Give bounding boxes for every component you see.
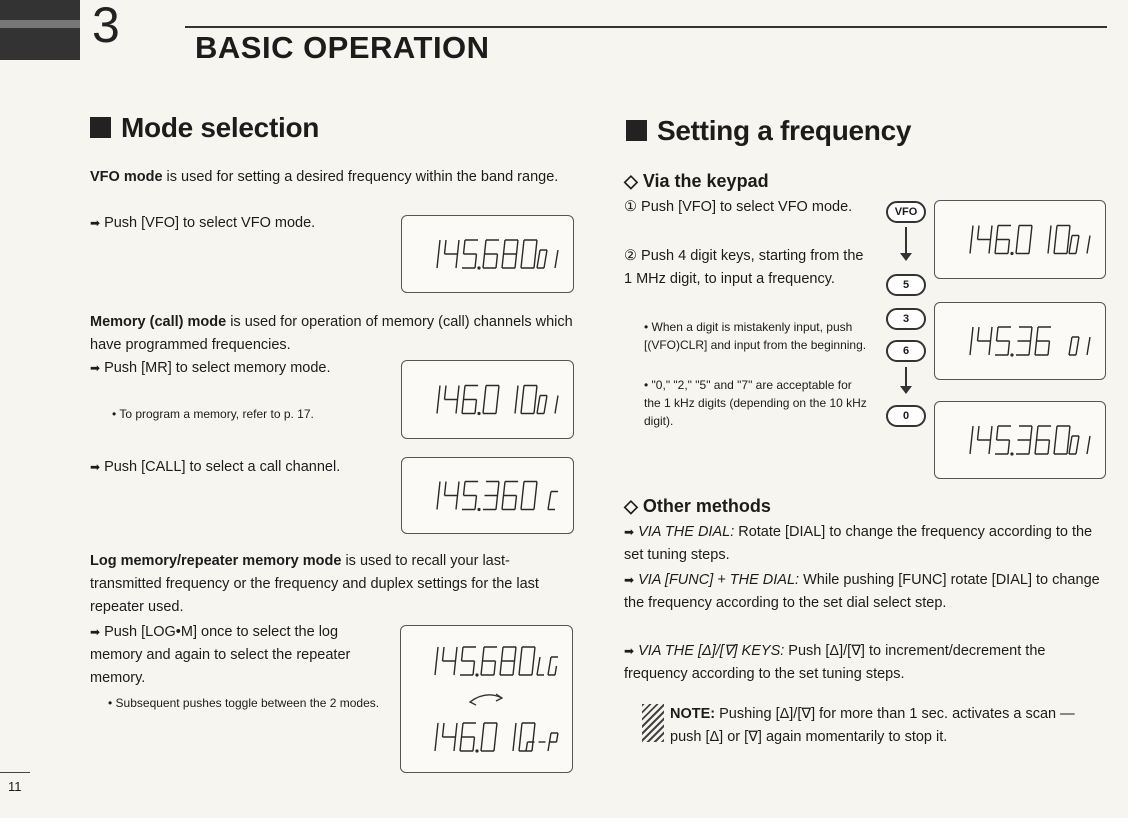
lcd-digit [519,647,535,675]
key-3-icon: 3 [886,308,926,330]
lcd-digit [970,226,973,254]
dial-text: Rotate [DIAL] to change the frequency according to the set tuning steps. [624,524,1093,563]
lcd-suffix-char [537,396,547,414]
arrow-bullet-icon: ➡ [90,216,101,230]
decimal-point [475,673,478,676]
section-title-setting-frequency [626,115,911,147]
lcd-digit [521,482,537,510]
key-5-icon: 5 [886,274,926,296]
section-title-mode-selection [90,112,319,144]
keypad-note2-text: "0," "2," "5" and "7" are acceptable for the 1 kHz digits (depending on the 10 kHz digit). [644,378,867,428]
lcd-digit [1035,426,1051,454]
lcd-digit [1035,327,1051,355]
log-note: • Subsequent pushes toggle between the 2 modes. [108,696,380,710]
lcd-readout [402,458,573,533]
lcd-digit [970,426,973,454]
dial-label: VIA THE DIAL: [638,524,735,540]
lcd-digit [462,386,478,414]
note-text: Pushing [Δ]/[∇] for more than 1 sec. activates a scan — push [Δ] or [∇] again momentarily to stop it. [670,706,1075,745]
keypad-note1-text: When a digit is mistakenly input, push [(VFO)CLR] and input from the beginning. [644,320,867,352]
func-text: While pushing [FUNC] rotate [DIAL] to change the frequency according to the set dial select step. [624,572,1100,611]
lcd-digit [1048,226,1051,254]
page-number: 11 [8,779,22,794]
lcd-suffix-char [1069,337,1079,355]
lcd-digit [443,647,458,675]
decimal-point [1010,353,1013,356]
keypad-note2: • "0," "2," "5" and "7" are acceptable for the 1 kHz digits (depending on the 10 kHz digit). [644,378,867,428]
key-6-icon: 6 [886,340,926,362]
func-label: VIA [FUNC] + THE DIAL: [638,572,800,588]
memory-paragraph [90,311,576,357]
key-0-icon: 0 [886,405,926,427]
lcd-digit [978,426,993,454]
vfo-step-text: Push [VFO] to select VFO mode. [104,215,316,231]
lcd-digit [481,723,497,751]
lcd-readout [935,303,1105,379]
lcd-memory [401,360,574,439]
lcd-readout [402,216,573,292]
vfo-step [90,212,390,235]
square-bullet-icon [626,120,647,141]
lcd-suffix-char [1069,436,1079,454]
lcd-digit [437,240,440,268]
log-step-text: Push [LOG•M] once to select the log memory and again to select the repeater memory. [90,624,351,686]
arrow-bullet-icon: ➡ [90,361,101,375]
lcd-digit [435,647,438,675]
lcd-digit [1016,226,1032,254]
lcd-digit [521,386,537,414]
memory-note: • To program a memory, refer to p. 17. [112,407,314,421]
lcd-suffix-char [537,250,547,268]
chapter-title: BASIC OPERATION [195,30,490,65]
lcd-digit [500,647,516,675]
lcd-suffix-char [537,657,544,675]
log-text: is used to recall your last-transmitted frequency or the frequency and duplex settings for the last repeater used. [90,553,539,615]
memory-lead: Memory (call) mode [90,314,227,330]
keys-text: Push [Δ]/[∇] to increment/decrement the frequency according to the set tuning steps. [624,643,1046,682]
lcd-digit [483,386,499,414]
vfo-key-icon: VFO [886,201,926,223]
lcd-suffix-char [548,733,558,751]
lcd-readout [935,201,1105,278]
lcd-digit [502,482,518,510]
other-heading: ◇ Other methods [624,496,771,516]
lcd-digit [460,647,476,675]
lcd-digit [995,226,1011,254]
decimal-point [477,412,480,415]
lcd-readout [400,702,573,772]
toggle-arrows-icon [466,688,506,710]
keypad-heading: ◇ Via the keypad [624,171,769,191]
log-paragraph [90,550,576,619]
decimal-point [477,266,480,269]
lcd-digit [995,327,1011,355]
memory-note-text: To program a memory, refer to p. 17. [119,407,314,421]
keypad-heading-text: Via the keypad [642,171,769,191]
arrow-bullet-icon: ➡ [624,573,635,587]
decimal-point [1010,252,1013,255]
lcd-digit [483,482,499,510]
lcd-keypad-partial [934,302,1106,380]
header-rule [185,26,1107,28]
section-title-text: Setting a frequency [657,115,912,146]
lcd-readout [400,625,573,697]
page-number-rule [0,772,30,773]
lcd-digit [502,240,518,268]
log-step [90,621,388,690]
decimal-point [475,749,478,752]
decimal-point [1010,452,1013,455]
chapter-tab [0,0,80,60]
note-hatch-icon [642,704,664,742]
lcd-digit [443,723,458,751]
lcd-digit [521,240,537,268]
arrow-bullet-icon: ➡ [624,525,635,539]
memory-step [90,357,386,380]
lcd-readout [935,402,1105,478]
keypad-step1: ① Push [VFO] to select VFO mode. [624,199,853,215]
lcd-digit [1016,426,1032,454]
call-step [90,456,386,479]
other-heading-text: Other methods [642,496,771,516]
other-dial [624,521,1106,567]
section-title-text: Mode selection [121,112,320,143]
chapter-number: 3 [92,0,120,53]
lcd-digit [513,723,516,751]
lcd-digit [995,426,1011,454]
lcd-digit [437,386,440,414]
memory-step-text: Push [MR] to select memory mode. [104,360,331,376]
note-label: NOTE: [670,706,716,722]
lcd-suffix-char [555,250,558,268]
lcd-call [401,457,574,534]
lcd-digit [970,327,973,355]
lcd-digit [481,647,497,675]
lcd-digit [483,240,499,268]
lcd-suffix-char [548,492,558,510]
lcd-digit [462,482,478,510]
lcd-digit [437,482,440,510]
log-lead: Log memory/repeater memory mode [90,553,342,569]
vfo-paragraph [90,166,576,189]
scan-note [670,703,1106,749]
other-keys [624,640,1106,686]
keypad-step2: ② Push 4 digit keys, starting from the 1 MHz digit, to input a frequency. [624,248,864,287]
down-arrow-head-icon [900,386,912,394]
lcd-digit [1016,327,1032,355]
lcd-digit [978,327,993,355]
lcd-digit [978,226,993,254]
lcd-digit [445,482,460,510]
lcd-digit [445,386,460,414]
lcd-digit [445,240,460,268]
lcd-suffix-char [548,657,558,675]
lcd-keypad-final [934,401,1106,479]
lcd-keypad-start [934,200,1106,279]
lcd-repeater [400,702,573,772]
lcd-digit [462,240,478,268]
vfo-text: is used for setting a desired frequency within the band range. [162,169,559,185]
memory-text: is used for operation of memory (call) channels which have programmed frequencies. [90,314,573,353]
lcd-digit [515,386,518,414]
arrow-bullet-icon: ➡ [90,625,101,639]
lcd-suffix-char [1069,236,1079,254]
keypad-note1: • When a digit is mistakenly input, push [(VFO)CLR] and input from the beginning. [644,320,867,352]
arrow-bullet-icon: ➡ [624,644,635,658]
lcd-digit [435,723,438,751]
other-func [624,569,1106,615]
keys-label: VIA THE [Δ]/[∇] KEYS: [638,643,785,659]
down-arrow-head-icon [900,253,912,261]
vfo-lead: VFO mode [90,169,163,185]
chapter-tab-strip [0,20,80,28]
lcd-vfo [401,215,574,293]
arrow-bullet-icon: ➡ [90,460,101,474]
lcd-suffix-char [1087,337,1090,355]
lcd-log [400,625,573,697]
lcd-suffix-char [1087,436,1090,454]
lcd-readout [402,361,573,438]
lcd-suffix-char [555,396,558,414]
lcd-suffix-char [1087,236,1090,254]
lcd-digit [460,723,476,751]
square-bullet-icon [90,117,111,138]
call-step-text: Push [CALL] to select a call channel. [104,459,341,475]
log-note-text: Subsequent pushes toggle between the 2 modes. [115,696,380,710]
lcd-digit [1054,226,1070,254]
lcd-digit [1054,426,1070,454]
decimal-point [477,508,480,511]
